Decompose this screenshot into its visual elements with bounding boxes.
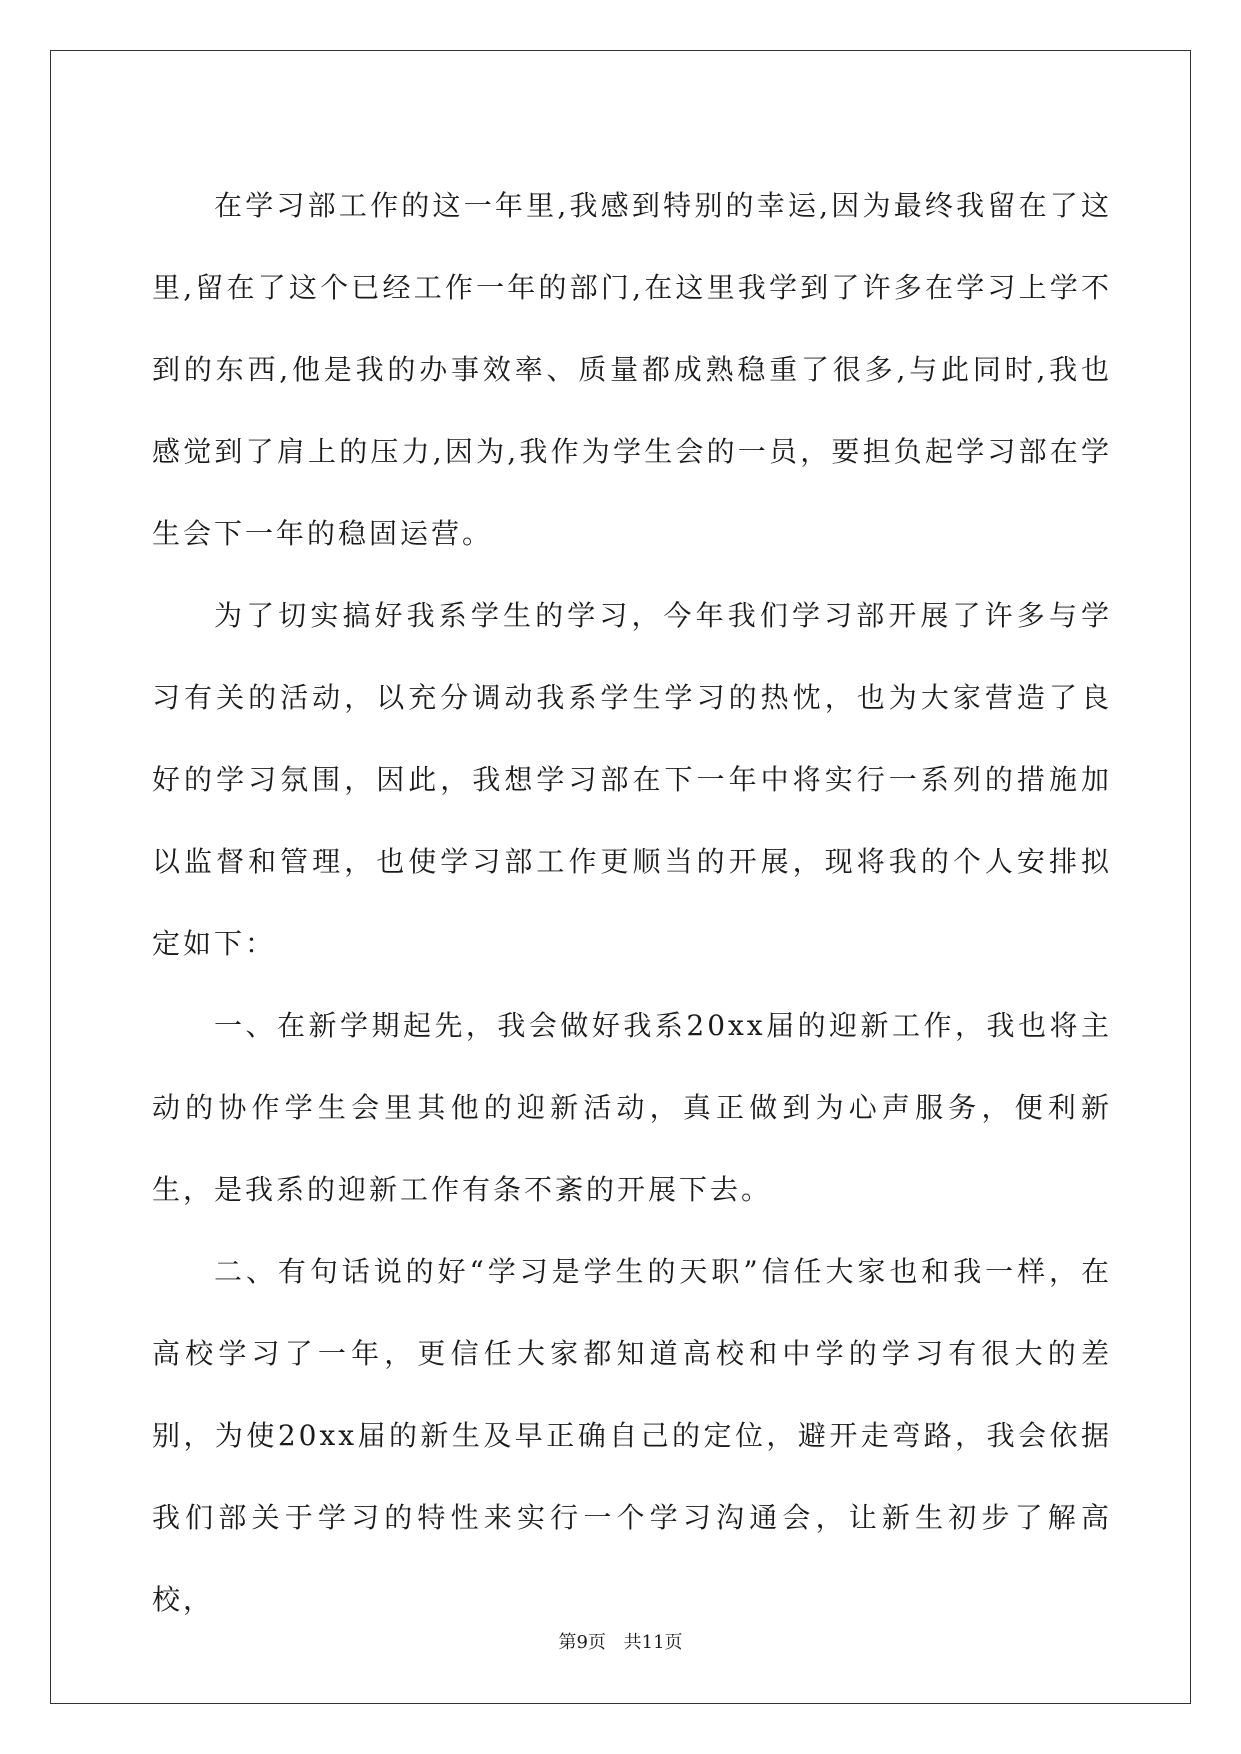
page-number: 第9页 xyxy=(558,1632,606,1653)
paragraph-3: 一、在新学期起先，我会做好我系20xx届的迎新工作，我也将主动的协作学生会里其他的迎新活动，真正做到为心声服务，便利新生，是我系的迎新工作有条不紊的开展下去。 xyxy=(152,1009,1112,1206)
page-footer xyxy=(0,1628,1241,1654)
paragraph-2: 为了切实搞好我系学生的学习，今年我们学习部开展了许多与学习有关的活动，以充分调动我系学生学习的热忱，也为大家营造了良好的学习氛围，因此，我想学习部在下一年中将实行一系列的措施加以监督和管理，也使学习部工作更顺当的开展，现将我的个人安排拟定如下： xyxy=(152,599,1112,960)
document-body xyxy=(152,165,1112,1641)
page-total: 共11页 xyxy=(623,1632,683,1653)
paragraph-4: 二、有句话说的好“学习是学生的天职”信任大家也和我一样，在高校学习了一年，更信任大家都知道高校和中学的学习有很大的差别，为使20xx届的新生及早正确自己的定位，避开走弯路，我会依据我们部关于学习的特性来实行一个学习沟通会，让新生初步了解高校， xyxy=(152,1255,1112,1616)
paragraph-1: 在学习部工作的这一年里,我感到特别的幸运,因为最终我留在了这里,留在了这个已经工作一年的部门,在这里我学到了许多在学习上学不到的东西,他是我的办事效率、质量都成熟稳重了很多,与此同时,我也感觉到了肩上的压力,因为,我作为学生会的一员，要担负起学习部在学生会下一年的稳固运营。 xyxy=(152,189,1112,550)
